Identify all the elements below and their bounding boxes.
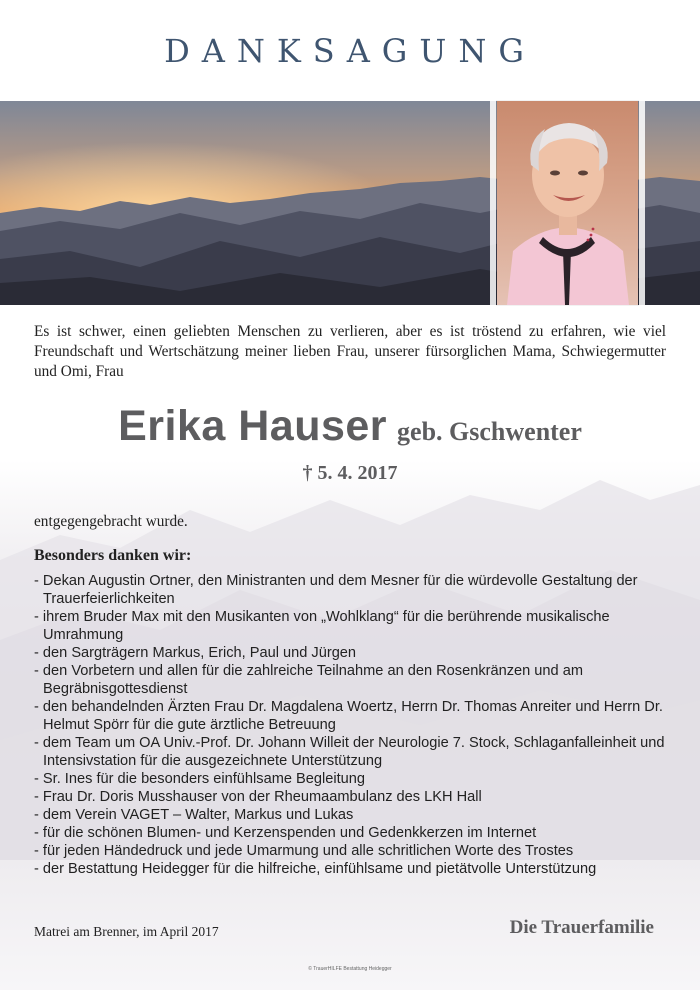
thanks-item: - ihrem Bruder Max mit den Musikanten von „Wohlklang“ für die berührende musikalische Umrahmung: [34, 609, 610, 643]
thanks-item: - Sr. Ines für die besonders einfühlsame Begleitung: [34, 771, 365, 787]
death-date: † 5. 4. 2017: [302, 462, 398, 484]
page-title: DANKSAGUNG: [164, 32, 536, 70]
thanks-item: - für jeden Händedruck und jede Umarmung und alle schritlichen Worte des Trostes: [34, 843, 574, 859]
thanks-item: - den Vorbetern und allen für die zahlreiche Teilnahme an den Rosenkränzen und am Begräbnisgottesdienst: [34, 663, 583, 697]
deceased-portrait-photo: [497, 101, 638, 305]
deceased-name-line: [0, 402, 700, 451]
intro-paragraph: Es ist schwer, einen geliebten Menschen zu verlieren, aber es ist tröstend zu erfahren, wie viel Freundschaft und Wertschätzung meiner lieben Frau, unserer fürsorglichen Mama, Schwiegermutter und Omi, Frau: [34, 323, 666, 380]
deceased-name: Erika Hauser: [118, 402, 388, 450]
signature: Die Trauerfamilie: [509, 917, 654, 938]
thanks-item: - den Sargträgern Markus, Erich, Paul und Jürgen: [34, 645, 357, 661]
after-name-text: entgegengebracht wurde.: [34, 513, 188, 530]
thanks-item: - der Bestattung Heidegger für die hilfreiche, einfühlsame und pietätvolle Unterstützung: [34, 861, 597, 877]
thanks-item: - dem Verein VAGET – Walter, Markus und Lukas: [34, 807, 354, 823]
thanks-item: - für die schönen Blumen- und Kerzenspenden und Gedenkkerzen im Internet: [34, 825, 537, 841]
deceased-birth-name: geb. Gschwenter: [397, 417, 582, 446]
thanks-item: - dem Team um OA Univ.-Prof. Dr. Johann Willeit der Neurologie 7. Stock, Schlaganfalleinheit und Intensivstation für die ausgezeichnete Unterstützung: [34, 735, 665, 769]
thanks-heading: Besonders danken wir:: [34, 547, 192, 564]
thanks-list: [34, 572, 674, 878]
thanks-item: - Dekan Augustin Ortner, den Ministranten und dem Mesner für die würdevolle Gestaltung der Trauerfeierlichkeiten: [34, 573, 638, 607]
thanks-item: - den behandelnden Ärzten Frau Dr. Magdalena Woertz, Herrn Dr. Thomas Anreiter und Herrn Dr. Helmut Spörr für die gute ärztliche Betreuung: [34, 699, 663, 733]
thanks-item: - Frau Dr. Doris Musshauser von der Rheumaambulanz des LKH Hall: [34, 789, 482, 805]
copyright-notice: © TrauerHILFE Bestattung Heidegger: [308, 966, 392, 972]
place-and-date: Matrei am Brenner, im April 2017: [34, 924, 219, 939]
